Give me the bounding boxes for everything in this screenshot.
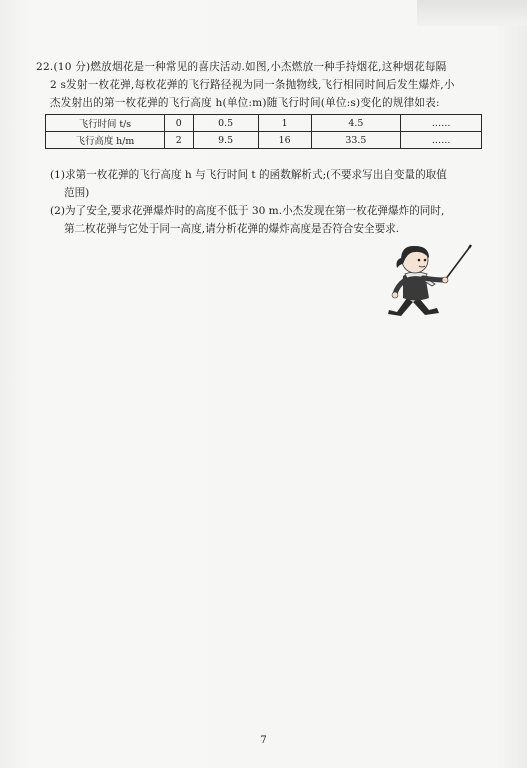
boy-with-firework-illustration [383, 240, 475, 320]
table-cell: 4.5 [311, 115, 401, 132]
problem-number: 22. [36, 61, 54, 73]
page-number: 7 [260, 735, 267, 746]
question-1 [50, 166, 482, 202]
table-cell: 16 [258, 132, 311, 149]
question-1-line-1: (1)求第一枚花弹的飞行高度 h 与飞行时间 t 的函数解析式;(不要求写出自变量的取值 [50, 169, 447, 181]
problem-line-1 [36, 58, 488, 76]
question-1-line-2: 范围) [64, 187, 90, 199]
table-cell: 0 [165, 115, 194, 132]
problem-statement [36, 58, 488, 112]
table-cell: …… [401, 132, 482, 149]
table-header-height: 飞行高度 h/m [46, 132, 165, 149]
table-cell: …… [401, 115, 482, 132]
problem-line-3: 杰发射出的第一枚花弹的飞行高度 h(单位:m)随飞行时间(单位:s)变化的规律如表: [50, 97, 440, 109]
question-2 [50, 202, 482, 238]
question-2-line-1: (2)为了安全,要求花弹爆炸时的高度不低于 30 m.小杰发现在第一枚花弹爆炸的同时, [50, 205, 445, 217]
table-cell: 2 [165, 132, 194, 149]
table-cell: 1 [258, 115, 311, 132]
data-table [45, 114, 482, 149]
page-corner-shadow [417, 0, 527, 26]
problem-text-1: 燃放烟花是一种常见的喜庆活动.如图,小杰燃放一种手持烟花,这种烟花每隔 [90, 61, 447, 73]
table-cell: 0.5 [193, 115, 258, 132]
problem-line-2: 2 s发射一枚花弹,每枚花弹的飞行路径视为同一条抛物线,飞行相同时间后发生爆炸,小 [50, 79, 455, 91]
table-row [46, 115, 482, 132]
table-row [46, 132, 482, 149]
table-header-time: 飞行时间 t/s [46, 115, 165, 132]
problem-points: (10 分) [53, 61, 91, 73]
table-cell: 33.5 [311, 132, 401, 149]
table-cell: 9.5 [193, 132, 258, 149]
question-2-line-2: 第二枚花弹与它处于同一高度,请分析花弹的爆炸高度是否符合安全要求. [64, 223, 400, 235]
